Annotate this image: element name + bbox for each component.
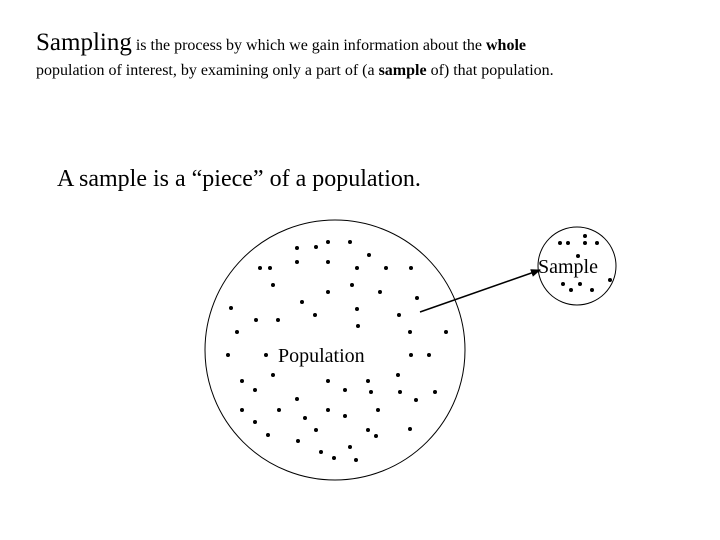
sample-dot: [583, 234, 587, 238]
population-label: Population: [278, 345, 365, 367]
definition-text-c: of) that population.: [426, 62, 554, 79]
population-dot: [313, 313, 317, 317]
population-dot: [427, 353, 431, 357]
population-dot: [409, 353, 413, 357]
population-dot: [343, 388, 347, 392]
population-dot: [295, 246, 299, 250]
population-dot: [384, 266, 388, 270]
population-dot: [355, 266, 359, 270]
population-dot: [271, 373, 275, 377]
sample-dot: [608, 278, 612, 282]
population-dot: [229, 306, 233, 310]
population-dot: [343, 414, 347, 418]
population-dot: [253, 388, 257, 392]
population-dot: [268, 266, 272, 270]
population-dot: [314, 428, 318, 432]
population-dot: [369, 390, 373, 394]
emphasis-sample: sample: [378, 62, 427, 79]
population-dot: [354, 458, 358, 462]
population-dot: [235, 330, 239, 334]
population-dot: [240, 408, 244, 412]
sample-dot: [561, 282, 565, 286]
population-dot: [258, 266, 262, 270]
population-dot: [240, 379, 244, 383]
population-dot: [356, 324, 360, 328]
population-dot: [295, 397, 299, 401]
population-dot: [276, 318, 280, 322]
population-dot: [348, 445, 352, 449]
sample-dot: [566, 241, 570, 245]
population-dot: [376, 408, 380, 412]
population-dot: [414, 398, 418, 402]
population-dot: [314, 245, 318, 249]
population-dot: [264, 353, 268, 357]
population-dot: [271, 283, 275, 287]
sample-dot: [583, 241, 587, 245]
population-dot: [444, 330, 448, 334]
population-dot: [355, 307, 359, 311]
population-dot: [326, 240, 330, 244]
term-sampling: Sampling: [36, 29, 132, 56]
population-dot: [348, 240, 352, 244]
population-dot: [408, 330, 412, 334]
population-dot: [253, 420, 257, 424]
population-dot: [266, 433, 270, 437]
population-dot: [374, 434, 378, 438]
sampling-arrow: [420, 270, 540, 312]
emphasis-whole: whole: [485, 37, 526, 54]
population-dot: [277, 408, 281, 412]
population-dot: [398, 390, 402, 394]
population-dot: [433, 390, 437, 394]
sample-dot: [569, 288, 573, 292]
population-dot: [415, 296, 419, 300]
population-dot: [326, 408, 330, 412]
population-dot: [396, 373, 400, 377]
population-dot: [296, 439, 300, 443]
definition-text-b: population of interest, by examining only a part of (a: [36, 62, 379, 79]
population-dot: [295, 260, 299, 264]
population-dot: [350, 283, 354, 287]
population-dot: [366, 379, 370, 383]
population-dot: [226, 353, 230, 357]
definition-text-a: is the process by which we gain information about the: [131, 37, 486, 54]
sample-dot: [558, 241, 562, 245]
population-dot: [408, 427, 412, 431]
sample-dot: [590, 288, 594, 292]
population-dot: [303, 416, 307, 420]
population-dot: [332, 456, 336, 460]
population-dot: [326, 260, 330, 264]
sample-dot: [578, 282, 582, 286]
population-dot: [300, 300, 304, 304]
population-dot: [326, 290, 330, 294]
sample-label: Sample: [538, 256, 598, 278]
sample-dot: [595, 241, 599, 245]
caption: A sample is a “piece” of a population.: [57, 166, 421, 192]
population-dot: [409, 266, 413, 270]
population-dot: [378, 290, 382, 294]
population-dot: [326, 379, 330, 383]
population-dot: [367, 253, 371, 257]
population-dot: [254, 318, 258, 322]
population-dot: [319, 450, 323, 454]
population-dot: [366, 428, 370, 432]
population-dot: [397, 313, 401, 317]
